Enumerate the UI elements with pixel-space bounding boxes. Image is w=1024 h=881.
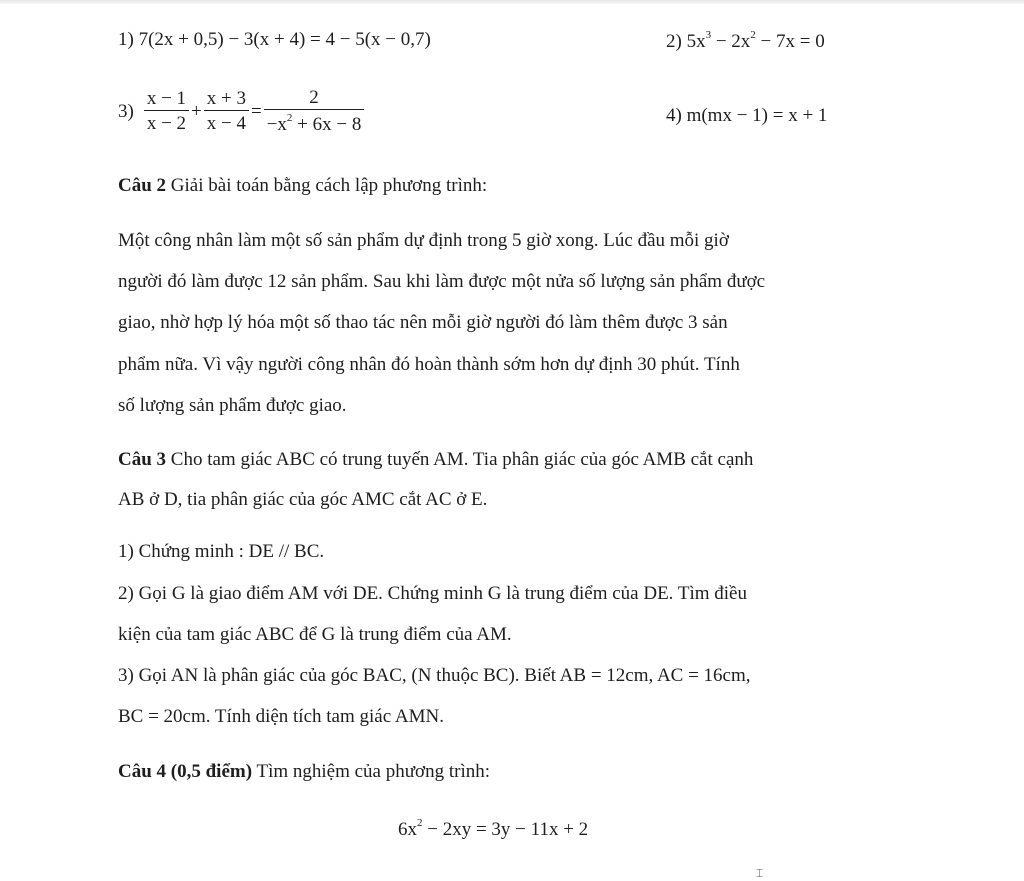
equation-1-text: 7(2x + 0,5) − 3(x + 4) = 4 − 5(x − 0,7) — [138, 29, 431, 50]
fraction-1-numerator: x − 1 — [146, 88, 187, 109]
equation-3-label: 3) — [118, 100, 134, 122]
question-3-item-1: 1) Chứng minh : DE // BC. — [118, 541, 325, 562]
question-2-title: Giải bài toán bằng cách lập phương trình: — [166, 175, 488, 196]
question-2-line-2: người đó làm được 12 sản phẩm. Sau khi làm được một nửa số lượng sản phẩm được — [118, 271, 766, 292]
equation-1 — [118, 30, 431, 49]
question-3-line-2: AB ở D, tia phân giác của góc AMC cắt AC ở E. — [118, 489, 488, 510]
fraction-2-denominator: x − 4 — [204, 110, 249, 133]
question-4-heading: Câu 4 (0,5 điểm) — [118, 761, 253, 782]
equation-4 — [666, 106, 827, 125]
equation-2-label: 2) — [666, 31, 682, 52]
fraction-3-numerator: 2 — [309, 87, 319, 108]
question-4-eq-post: − 2xy = 3y − 11x + 2 — [422, 819, 589, 840]
equals-sign: = — [250, 100, 262, 122]
question-4-equation — [398, 818, 588, 839]
fraction-1 — [144, 89, 189, 133]
fraction-2-numerator: x + 3 — [206, 88, 246, 109]
question-2-line-5: số lượng sản phẩm được giao. — [118, 395, 347, 416]
question-4-eq-exp: 2 — [417, 817, 423, 829]
equation-3 — [118, 88, 366, 134]
question-3-item-2-cont: kiện của tam giác ABC để G là trung điểm của AM. — [118, 624, 512, 645]
question-2-line-3: giao, nhờ hợp lý hóa một số thao tác nên mỗi giờ người đó làm thêm được 3 sản — [118, 312, 728, 333]
plus-sign: + — [191, 100, 202, 122]
equation-2 — [666, 30, 825, 51]
question-4-line — [118, 761, 913, 783]
question-4-title: Tìm nghiệm của phương trình: — [252, 761, 490, 782]
question-3-heading: Câu 3 — [118, 449, 167, 470]
equation-4-text: m(mx − 1) = x + 1 — [686, 105, 828, 126]
fraction-3 — [264, 88, 365, 134]
equation-2-pre: 5x — [686, 31, 706, 52]
fraction-3-denominator — [264, 109, 365, 134]
equation-4-label: 4) — [666, 105, 682, 126]
fraction-3-den-pre: −x — [266, 114, 287, 135]
question-3-item-3: 3) Gọi AN là phân giác của góc BAC, (N thuộc BC). Biết AB = 12cm, AC = 16cm, — [118, 665, 751, 686]
fraction-3-den-exp: 2 — [286, 112, 293, 124]
question-4-eq-pre: 6x — [398, 819, 417, 840]
ruler-strip — [0, 0, 1024, 4]
fraction-3-den-post: + 6x − 8 — [292, 114, 362, 135]
question-2-line-4: phẩm nữa. Vì vậy người công nhân đó hoàn thành sớm hơn dự định 30 phút. Tính — [118, 354, 740, 375]
question-3-intro: Cho tam giác ABC có trung tuyến AM. Tia phân giác của góc AMB cắt cạnh — [166, 449, 754, 470]
equation-2-mid: − 2x — [711, 31, 751, 52]
question-3-item-3-cont: BC = 20cm. Tính diện tích tam giác AMN. — [118, 706, 444, 727]
question-2-line-1: Một công nhân làm một số sản phẩm dự định trong 5 giờ xong. Lúc đầu mỗi giờ — [118, 230, 729, 251]
text-cursor-mark: ⌶ — [756, 866, 764, 880]
fraction-1-denominator: x − 2 — [144, 110, 189, 133]
equation-2-exp2: 2 — [750, 29, 756, 41]
fraction-2 — [204, 89, 249, 133]
equation-1-label: 1) — [118, 29, 134, 50]
equation-2-exp1: 3 — [705, 29, 712, 41]
question-3-line-1 — [118, 449, 913, 471]
question-2-heading-line — [118, 176, 487, 195]
equation-2-post: − 7x = 0 — [755, 31, 825, 52]
question-2-heading: Câu 2 — [118, 175, 167, 196]
question-3-item-2: 2) Gọi G là giao điểm AM với DE. Chứng minh G là trung điểm của DE. Tìm điều — [118, 583, 747, 604]
